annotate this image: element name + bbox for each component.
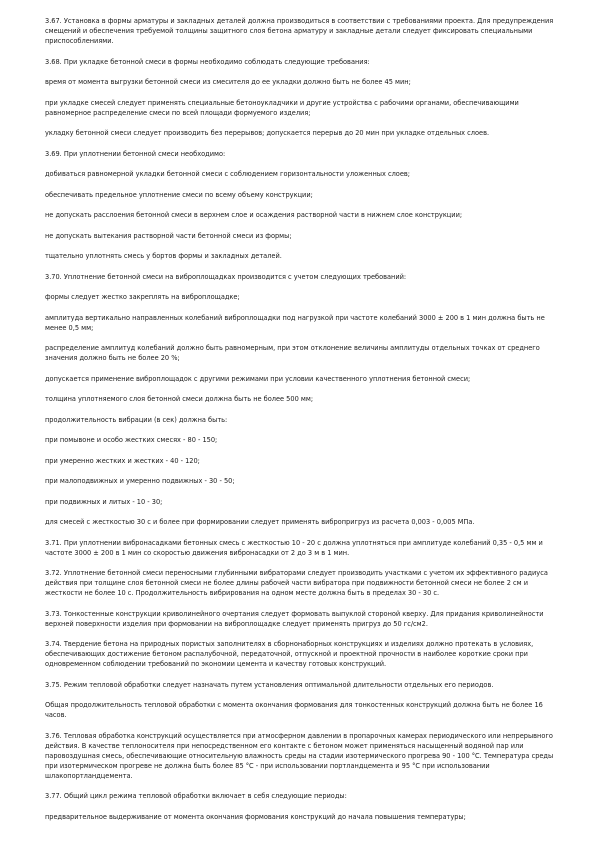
paragraph-3-77: 3.77. Общий цикл режима тепловой обработки включает в себя следующие периоды: xyxy=(45,792,347,800)
paragraph-total-duration: Общая продолжительность тепловой обработки с момента окончания формования для тонкостенных конструкций должна быть не более 16 часов. xyxy=(45,701,543,719)
paragraph-layer-thickness: толщина уплотняемого слоя бетонной смеси должна быть не более 500 мм; xyxy=(45,395,314,403)
list-item-low-mobility: при малоподвижных и умеренно подвижных - 30 - 50; xyxy=(45,477,235,485)
paragraph-3-72: 3.72. Уплотнение бетонной смеси переносными глубинными вибраторами следует производить участками с учетом их эффективного радиуса действия при толщине слоя бетонной смеси не более длины рабочей части вибратора при подвижности бетонной смеси не более 2 см и жесткости не более 10 с. Продолжительность вибрирования на одном месте должна быть в пределах 30 - 30 с. xyxy=(45,569,548,597)
paragraph-3-67: 3.67. Установка в формы арматуры и закладных деталей должна производиться в соответствии с требованиями проекта. Для предупреждения смещений и обеспечения требуемой толщины защитного слоя бетона арматуру и закладные детали следует фиксировать специальными приспособлениями. xyxy=(45,17,554,45)
paragraph-3-68: 3.68. При укладке бетонной смеси в формы необходимо соблюдать следующие требования: xyxy=(45,57,370,66)
list-item-very-stiff: при помывоне и особо жестких смесях - 80 - 150; xyxy=(45,436,218,444)
paragraph-spreaders: при укладке смесей следует применять специальные бетоноукладчики и другие устройства с рабочими органами, обеспечивающими равномерное распределение смеси по всей площади формуемого изделия; xyxy=(45,98,519,117)
paragraph-vibro-load: для смесей с жесткостью 30 с и более при формировании следует применять вибропригруз из расчета 0,003 - 0,005 МПа. xyxy=(45,518,475,526)
paragraph-full-compaction: обеспечивать предельное уплотнение смеси по всему объему конструкции; xyxy=(45,190,313,199)
paragraph-3-69: 3.69. При уплотнении бетонной смеси необходимо: xyxy=(45,149,226,158)
paragraph-time-limit: время от момента выгрузки бетонной смеси из смесителя до ее укладки должно быть не более 45 мин; xyxy=(45,78,411,86)
paragraph-uniform-layers: добиваться равномерной укладки бетонной смеси с соблюдением горизонтальности уложенных слоев; xyxy=(45,170,411,178)
paragraph-3-73: 3.73. Тонкостенные конструкции криволинейного очертания следует формовать выпуклой стороной кверху. Для придания криволинейности верхней поверхности изделия при формовании на виброплощадке следует применять пригруз до 50 гс/см2. xyxy=(45,609,544,628)
paragraph-edges: тщательно уплотнять смесь у бортов формы и закладных деталей. xyxy=(45,252,282,260)
paragraph-vibration-duration: продолжительность вибрации (в сек) должна быть: xyxy=(45,415,228,424)
paragraph-no-segregation: не допускать расслоения бетонной смеси в верхнем слое и осаждения растворной части в нижнем слое конструкции; xyxy=(45,211,463,219)
paragraph-fix-forms: формы следует жестко закреплять на виброплощадке; xyxy=(45,293,240,301)
paragraph-3-70: 3.70. Уплотнение бетонной смеси на виброплощадках производится с учетом следующих требований: xyxy=(45,272,407,281)
paragraph-distribution: распределение амплитуд колебаний должно быть равномерным, при этом отклонение величины амплитуды отдельных точках от среднего значения должно быть не более 20 %; xyxy=(45,344,540,362)
list-item-stiff: при умеренно жестких и жестких - 40 - 120; xyxy=(45,456,200,465)
paragraph-other-modes: допускается применение виброплощадок с другими режимами при условии качественного уплотнения бетонной смеси; xyxy=(45,374,471,383)
paragraph-3-71: 3.71. При уплотнении вибронасадками бетонных смесь с жесткостью 10 - 20 с должна уплотняться при амплитуде колебаний 0,35 - 0,5 мм и частоте 3000 ± 200 в 1 мин со скоростью движения вибронасадки от 2 до 3 м в 1 мин. xyxy=(45,538,543,557)
paragraph-no-leakage: не допускать вытекания растворной части бетонной смеси из формы; xyxy=(45,231,292,240)
paragraph-amplitude: амплитуда вертикально направленных колебаний виброплощадки под нагрузкой при частоте колебаний 3000 ± 200 в 1 мин должна быть не менее 0,5 мм; xyxy=(45,313,545,332)
paragraph-3-74: 3.74. Твердение бетона на природных пористых заполнителях в сборнонаборных конструкциях и изделиях должно протекать в условиях, обеспечивающих достижение бетоном распалубочной, передаточной, отпускной и проектной прочности в наиболее короткие сроки при одновременном соблюдении требований по экономии цемента и качеству готовых конструкций. xyxy=(45,640,534,668)
paragraph-pre-hold: предварительное выдерживание от момента окончания формования конструкций до начала повышения температуры; xyxy=(45,812,466,821)
list-item-mobile: при подвижных и литых - 10 - 30; xyxy=(45,497,163,506)
paragraph-3-75: 3.75. Режим тепловой обработки следует назначать путем установления оптимальной длительности отдельных его периодов. xyxy=(45,680,494,689)
paragraph-no-breaks: укладку бетонной смеси следует производить без перерывов; допускается перерыв до 20 мин при укладке отдельных слоев. xyxy=(45,129,490,137)
paragraph-3-76: 3.76. Тепловая обработка конструкций осуществляется при атмосферном давлении в пропарочных камерах периодического или непрерывного действия. В качестве теплоносителя при непосредственном его контакте с бетоном может применяться насыщенный водяной пар или паровоздушная смесь, обеспечивающие относительную влажность среды на стадии изотермического прогрева 90 - 100 °С. Температура среды при изотермическом прогреве не должна быть более 85 °С - при использовании портландцемента и 95 °С при использовании шлакопортландцемента. xyxy=(45,731,554,780)
